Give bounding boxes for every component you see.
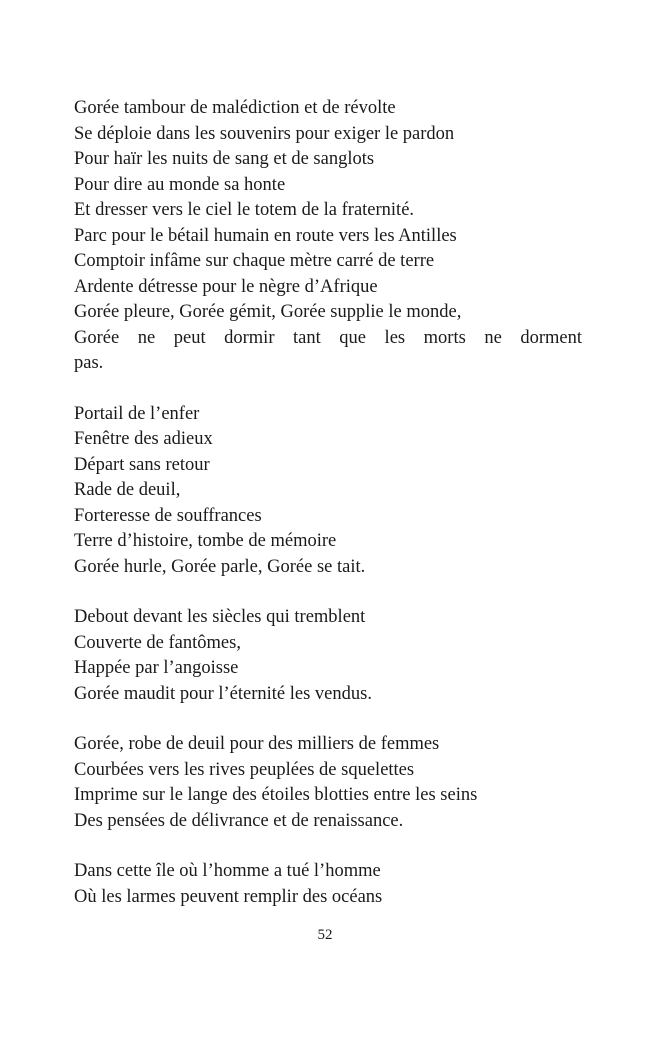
poem-line: Gorée ne peut dormir tant que les morts ne dorment <box>74 327 582 348</box>
poem-line: Courbées vers les rives peuplées de squelettes <box>74 759 415 780</box>
poem-line: Gorée, robe de deuil pour des milliers de femmes <box>74 734 440 754</box>
poem-line: Parc pour le bétail humain en route vers les Antilles <box>74 225 457 246</box>
poem-line: Happée par l’angoisse <box>74 658 239 678</box>
poem-line: Se déploie dans les souvenirs pour exiger le pardon <box>74 123 455 144</box>
stanza-2 <box>74 402 582 581</box>
poem-line: Pour haïr les nuits de sang et de sanglots <box>74 149 375 169</box>
poem-line: Dans cette île où l’homme a tué l’homme <box>74 861 381 881</box>
page-number: 52 <box>317 927 333 943</box>
poem-line: Et dresser vers le ciel le totem de la fraternité. <box>74 200 415 220</box>
poem-line: Des pensées de délivrance et de renaissance. <box>74 810 404 831</box>
poem-line: Portail de l’enfer <box>74 403 200 424</box>
stanza-4 <box>74 732 582 834</box>
poem-line: Couverte de fantômes, <box>74 632 241 653</box>
poem-line: Où les larmes peuvent remplir des océans <box>74 886 383 907</box>
poem-line: Debout devant les siècles qui tremblent <box>74 607 366 627</box>
poem-line: Forteresse de souffrances <box>74 505 262 526</box>
stanza-3 <box>74 605 582 707</box>
poem-line: Gorée hurle, Gorée parle, Gorée se tait. <box>74 556 366 577</box>
poem-line: Ardente détresse pour le nègre d’Afrique <box>74 276 378 297</box>
poem-line: Départ sans retour <box>74 454 210 475</box>
poem-line: pas. <box>74 353 104 373</box>
poem-body <box>74 96 582 935</box>
poem-line: Imprime sur le lange des étoiles blotties entre les seins <box>74 785 478 805</box>
poem-line: Gorée maudit pour l’éternité les vendus. <box>74 683 372 704</box>
stanza-1 <box>74 96 582 377</box>
poem-line: Terre d’histoire, tombe de mémoire <box>74 531 337 551</box>
poem-line: Pour dire au monde sa honte <box>74 174 286 195</box>
stanza-5 <box>74 859 582 910</box>
poem-line: Fenêtre des adieux <box>74 429 213 449</box>
poem-line: Rade de deuil, <box>74 480 181 500</box>
poem-line: Gorée tambour de malédiction et de révolte <box>74 98 396 118</box>
poem-line: Comptoir infâme sur chaque mètre carré de terre <box>74 251 435 271</box>
poem-line: Gorée pleure, Gorée gémit, Gorée supplie le monde, <box>74 302 462 322</box>
